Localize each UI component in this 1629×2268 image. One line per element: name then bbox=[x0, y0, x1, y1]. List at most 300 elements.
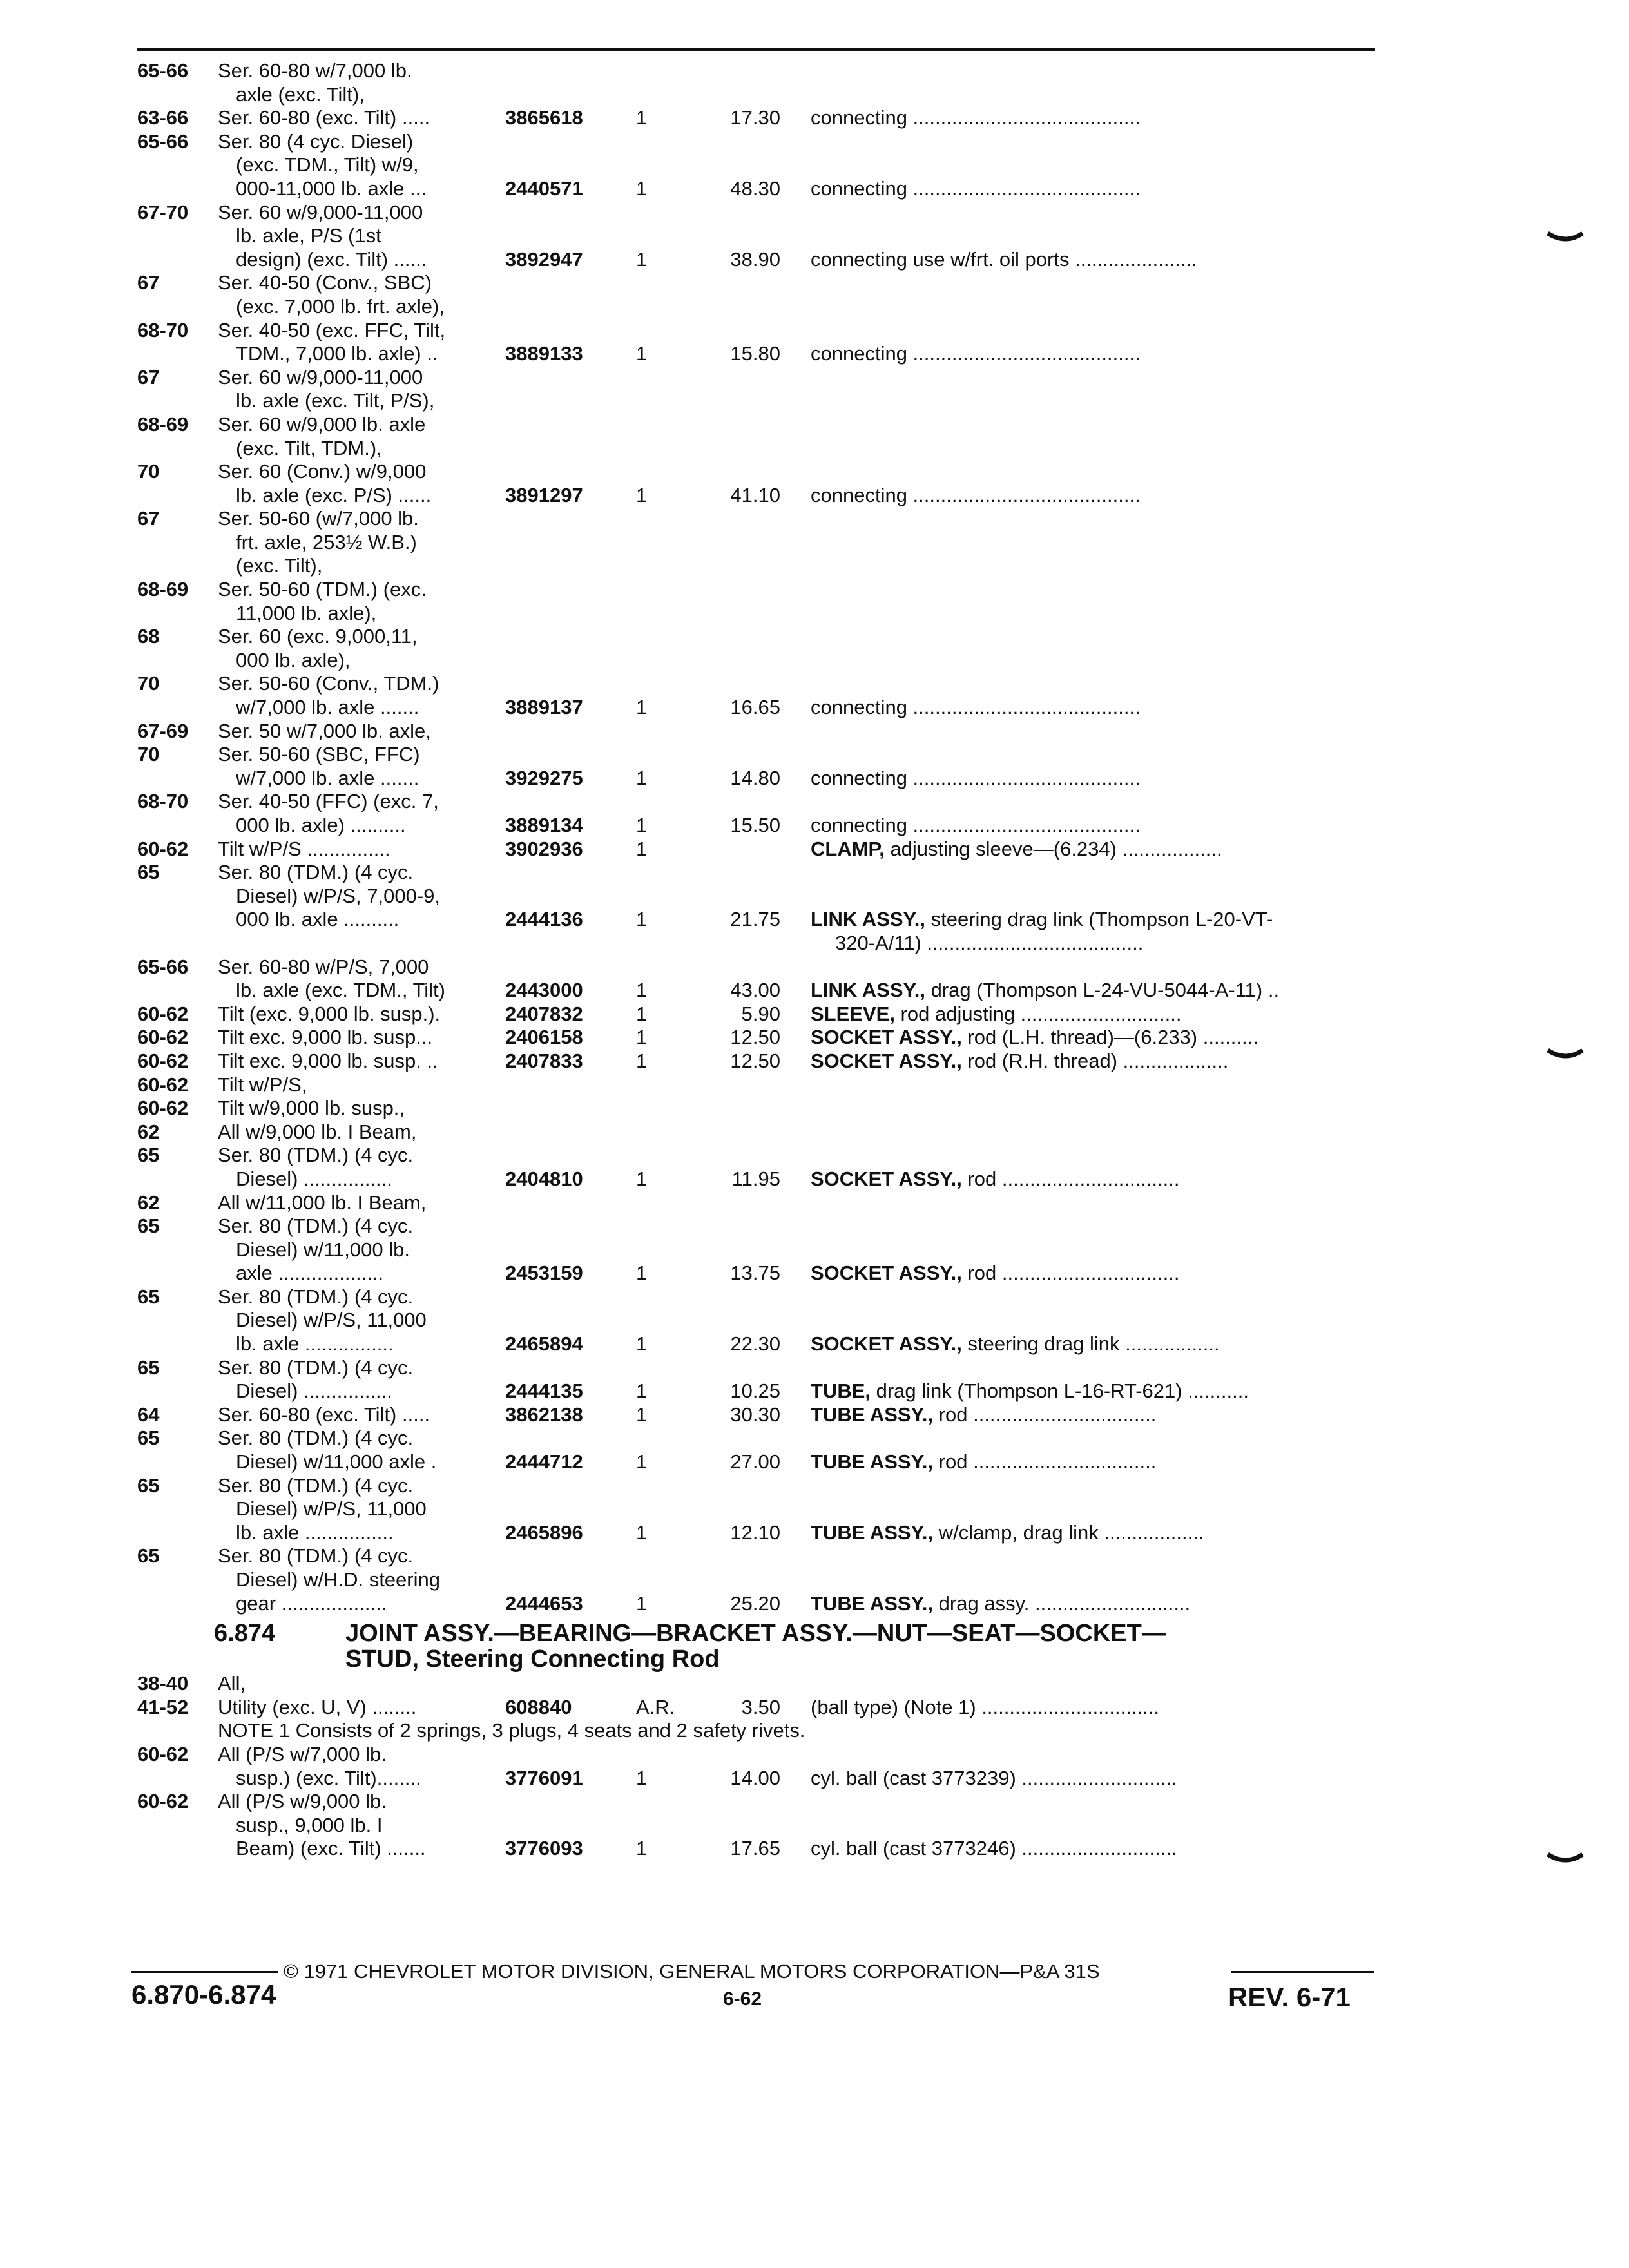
quantity: 1 bbox=[636, 1766, 648, 1789]
part-detail: drag link (Thompson L-16-RT-621) ........... bbox=[871, 1379, 1249, 1403]
part-description: connecting ......................................... bbox=[811, 766, 1141, 789]
part-name: TUBE ASSY., bbox=[811, 1450, 934, 1474]
table-row bbox=[0, 1592, 1629, 1616]
table-row bbox=[0, 838, 1629, 861]
model-application: Ser. 80 (TDM.) (4 cyc. bbox=[218, 1474, 414, 1497]
table-row bbox=[0, 248, 1629, 272]
model-application: Ser. 60 w/9,000 lb. axle bbox=[218, 412, 426, 436]
model-application: Diesel) w/H.D. steering bbox=[236, 1568, 440, 1591]
year-range: 65-66 bbox=[137, 130, 189, 153]
part-description bbox=[811, 979, 1279, 1003]
table-row bbox=[0, 437, 1629, 461]
part-number: 2443000 bbox=[505, 979, 583, 1002]
model-application: Ser. 60 (exc. 9,000,11, bbox=[218, 625, 418, 648]
year-range: 60-62 bbox=[137, 1049, 189, 1072]
part-description: connecting ......................................... bbox=[811, 342, 1141, 365]
table-row bbox=[0, 1026, 1629, 1050]
price: 43.00 bbox=[730, 979, 780, 1002]
table-row bbox=[0, 1497, 1629, 1521]
part-name: SOCKET ASSY., bbox=[811, 1026, 962, 1049]
price: 11.95 bbox=[731, 1167, 780, 1190]
model-application: Ser. 60-80 w/P/S, 7,000 bbox=[218, 955, 429, 978]
part-description: (ball type) (Note 1) ................................ bbox=[811, 1695, 1159, 1718]
model-application: TDM., 7,000 lb. axle) .. bbox=[236, 342, 438, 365]
model-application: Utility (exc. U, V) ........ bbox=[218, 1695, 417, 1718]
model-application: w/7,000 lb. axle ....... bbox=[236, 696, 419, 719]
quantity: 1 bbox=[636, 342, 648, 365]
model-application: Ser. 50 w/7,000 lb. axle, bbox=[218, 719, 431, 742]
part-detail: drag assy. ............................ bbox=[933, 1591, 1191, 1615]
table-row bbox=[0, 153, 1629, 177]
model-application: axle ................... bbox=[236, 1262, 384, 1285]
part-description: connecting ......................................... bbox=[811, 106, 1141, 130]
section-heading bbox=[0, 1620, 1629, 1646]
part-description bbox=[811, 1403, 1156, 1427]
year-range: 60-62 bbox=[137, 1742, 189, 1765]
model-application: Ser. 60 w/9,000-11,000 bbox=[218, 200, 423, 224]
table-row bbox=[0, 1837, 1629, 1861]
quantity: 1 bbox=[636, 1403, 648, 1426]
table-row bbox=[0, 1238, 1629, 1262]
model-application: 000 lb. axle), bbox=[236, 648, 351, 671]
model-application: Ser. 40-50 (Conv., SBC) bbox=[218, 271, 432, 294]
part-description bbox=[811, 1026, 1258, 1050]
year-range: 63-66 bbox=[137, 106, 189, 130]
price: 27.00 bbox=[730, 1450, 780, 1474]
price: 21.75 bbox=[730, 908, 780, 931]
part-number: 3889137 bbox=[505, 696, 583, 719]
year-range: 60-62 bbox=[137, 837, 189, 860]
table-row bbox=[0, 578, 1629, 602]
year-range: 68-70 bbox=[137, 790, 189, 813]
year-range: 65-66 bbox=[137, 59, 189, 82]
model-application: Ser. 50-60 (TDM.) (exc. bbox=[218, 578, 427, 601]
model-application: Ser. 80 (TDM.) (4 cyc. bbox=[218, 1356, 414, 1379]
part-detail: drag (Thompson L-24-VU-5044-A-11) .. bbox=[925, 979, 1280, 1002]
quantity: 1 bbox=[636, 1521, 648, 1544]
part-description: connecting use w/frt. oil ports ...................... bbox=[811, 247, 1197, 271]
part-number: 2444135 bbox=[505, 1379, 583, 1403]
table-row bbox=[0, 649, 1629, 673]
model-application: axle (exc. Tilt), bbox=[236, 82, 365, 106]
model-application: (exc. 7,000 lb. frt. axle), bbox=[236, 294, 445, 318]
model-application: Ser. 60-80 w/7,000 lb. bbox=[218, 59, 412, 82]
part-number: 3891297 bbox=[505, 483, 583, 506]
table-row bbox=[0, 1379, 1629, 1403]
model-application: 000-11,000 lb. axle ... bbox=[236, 177, 427, 200]
part-name: LINK ASSY., bbox=[811, 908, 925, 931]
price: 13.75 bbox=[730, 1262, 780, 1285]
price: 5.90 bbox=[741, 1002, 780, 1025]
model-application: 000 lb. axle .......... bbox=[236, 908, 400, 931]
quantity: 1 bbox=[636, 1049, 648, 1072]
model-application: Ser. 80 (TDM.) (4 cyc. bbox=[218, 861, 414, 884]
table-row bbox=[0, 224, 1629, 248]
year-range: 65 bbox=[137, 1474, 160, 1497]
table-row bbox=[0, 743, 1629, 767]
part-detail: rod ................................ bbox=[961, 1262, 1180, 1285]
year-range: 68-69 bbox=[137, 578, 189, 601]
quantity: 1 bbox=[636, 696, 648, 719]
part-number: 3889133 bbox=[505, 342, 583, 365]
quantity: 1 bbox=[636, 1002, 648, 1025]
table-row bbox=[0, 1168, 1629, 1191]
year-range: 62 bbox=[137, 1191, 160, 1214]
year-range: 65 bbox=[137, 1215, 160, 1238]
model-application: lb. axle (exc. Tilt, P/S), bbox=[236, 389, 435, 412]
model-application: Diesel) w/11,000 lb. bbox=[236, 1238, 410, 1261]
model-application: All w/11,000 lb. I Beam, bbox=[218, 1191, 427, 1214]
model-application: Diesel) ................ bbox=[236, 1379, 392, 1403]
quantity: 1 bbox=[636, 106, 648, 130]
model-application: Ser. 80 (TDM.) (4 cyc. bbox=[218, 1144, 414, 1167]
table-row bbox=[0, 672, 1629, 696]
model-application: All (P/S w/9,000 lb. bbox=[218, 1790, 387, 1813]
part-description: connecting ......................................... bbox=[811, 483, 1141, 506]
year-range: 60-62 bbox=[137, 1073, 189, 1096]
part-number: 3776093 bbox=[505, 1837, 583, 1860]
price: 15.50 bbox=[730, 814, 780, 836]
part-number: 2465896 bbox=[505, 1521, 583, 1544]
table-row bbox=[0, 1544, 1629, 1568]
model-application: 11,000 lb. axle), bbox=[236, 601, 377, 624]
model-application: All, bbox=[218, 1672, 246, 1695]
table-row bbox=[0, 342, 1629, 366]
part-number: 2407832 bbox=[505, 1002, 583, 1025]
model-application: lb. axle ................ bbox=[236, 1521, 394, 1544]
part-description bbox=[811, 1332, 1220, 1356]
price: 48.30 bbox=[730, 177, 780, 200]
quantity: 1 bbox=[636, 177, 648, 200]
model-application: Ser. 50-60 (SBC, FFC) bbox=[218, 743, 420, 766]
table-row bbox=[0, 59, 1629, 83]
part-description bbox=[811, 1003, 1181, 1026]
price: 10.25 bbox=[730, 1379, 780, 1403]
part-number: 3892947 bbox=[505, 247, 583, 271]
table-row bbox=[0, 1191, 1629, 1215]
table-row bbox=[0, 861, 1629, 885]
model-application: Ser. 60 (Conv.) w/9,000 bbox=[218, 460, 427, 483]
model-application: Ser. 50-60 (w/7,000 lb. bbox=[218, 507, 419, 530]
table-row bbox=[0, 1743, 1629, 1767]
model-application: lb. axle (exc. P/S) ...... bbox=[236, 483, 432, 506]
footer-page-number: 6-62 bbox=[723, 1988, 762, 2010]
part-description: cyl. ball (cast 3773246) ............................ bbox=[811, 1837, 1177, 1860]
part-description bbox=[811, 1450, 1156, 1474]
table-row bbox=[0, 507, 1629, 531]
table-row bbox=[0, 1356, 1629, 1380]
table-row bbox=[0, 1719, 1629, 1743]
year-range: 64 bbox=[137, 1403, 160, 1426]
table-row bbox=[0, 1120, 1629, 1144]
table-row bbox=[0, 767, 1629, 791]
table-row bbox=[0, 602, 1629, 626]
part-detail: steering drag link (Thompson L-20-VT- bbox=[925, 908, 1273, 931]
part-name: TUBE ASSY., bbox=[811, 1591, 934, 1615]
section-title-continued: STUD, Steering Connecting Rod bbox=[345, 1646, 720, 1673]
part-description: connecting ......................................... bbox=[811, 696, 1141, 719]
quantity: 1 bbox=[636, 1332, 648, 1356]
year-range: 60-62 bbox=[137, 1097, 189, 1120]
model-application: Tilt w/9,000 lb. susp., bbox=[218, 1097, 405, 1120]
table-row bbox=[0, 1474, 1629, 1498]
quantity: 1 bbox=[636, 1262, 648, 1285]
part-detail: rod ................................ bbox=[961, 1167, 1180, 1190]
part-detail: rod (L.H. thread)—(6.233) .......... bbox=[961, 1026, 1258, 1049]
model-application: Ser. 80 (TDM.) (4 cyc. bbox=[218, 1427, 414, 1450]
table-row bbox=[0, 625, 1629, 649]
model-application: frt. axle, 253½ W.B.) bbox=[236, 530, 417, 553]
model-application: Ser. 40-50 (FFC) (exc. 7, bbox=[218, 790, 439, 813]
part-name: CLAMP, bbox=[811, 837, 885, 860]
table-row bbox=[0, 1767, 1629, 1791]
table-row bbox=[0, 1073, 1629, 1097]
part-detail: steering drag link ................. bbox=[961, 1332, 1220, 1356]
part-description bbox=[811, 1050, 1228, 1073]
quantity: 1 bbox=[636, 837, 648, 860]
part-number: 2444653 bbox=[505, 1591, 583, 1615]
top-rule bbox=[137, 48, 1375, 51]
table-row bbox=[0, 1215, 1629, 1238]
part-detail: adjusting sleeve—(6.234) .................. bbox=[884, 837, 1222, 860]
part-description: 320-A/11) ....................................... bbox=[835, 931, 1144, 954]
model-application: Diesel) w/P/S, 11,000 bbox=[236, 1309, 427, 1332]
table-row bbox=[0, 1003, 1629, 1026]
part-detail: rod (R.H. thread) ................... bbox=[961, 1049, 1229, 1072]
table-row bbox=[0, 271, 1629, 295]
quantity: 1 bbox=[636, 1026, 648, 1049]
part-number: 2440571 bbox=[505, 177, 583, 200]
part-name: TUBE, bbox=[811, 1379, 871, 1403]
section-number: 6.874 bbox=[214, 1620, 276, 1648]
model-application: Tilt w/P/S, bbox=[218, 1073, 307, 1096]
part-description bbox=[811, 1592, 1190, 1616]
table-row bbox=[0, 1521, 1629, 1545]
table-row bbox=[0, 979, 1629, 1003]
price: 12.50 bbox=[730, 1049, 780, 1072]
part-detail: rod ................................. bbox=[933, 1403, 1157, 1426]
table-row bbox=[0, 201, 1629, 225]
year-range: 62 bbox=[137, 1120, 160, 1143]
quantity: 1 bbox=[636, 1591, 648, 1615]
quantity: 1 bbox=[636, 1379, 648, 1403]
model-application: susp.) (exc. Tilt)........ bbox=[236, 1766, 421, 1789]
model-application: (exc. Tilt), bbox=[236, 554, 323, 577]
table-row bbox=[0, 130, 1629, 154]
model-application: Ser. 60-80 (exc. Tilt) ..... bbox=[218, 106, 430, 130]
table-row bbox=[0, 1672, 1629, 1696]
table-row bbox=[0, 460, 1629, 484]
quantity: 1 bbox=[636, 908, 648, 931]
part-name: SOCKET ASSY., bbox=[811, 1332, 962, 1356]
year-range: 41-52 bbox=[137, 1695, 189, 1718]
table-row bbox=[0, 1050, 1629, 1073]
year-range: 65 bbox=[137, 1356, 160, 1379]
model-application: Ser. 50-60 (Conv., TDM.) bbox=[218, 672, 439, 695]
table-row bbox=[0, 790, 1629, 814]
table-row bbox=[0, 932, 1629, 956]
model-application: (exc. TDM., Tilt) w/9, bbox=[236, 153, 419, 177]
year-range: 65 bbox=[137, 1427, 160, 1450]
part-number: 3889134 bbox=[505, 814, 583, 836]
price: 41.10 bbox=[730, 483, 780, 506]
part-number: 3776091 bbox=[505, 1766, 583, 1789]
model-application: Ser. 80 (TDM.) (4 cyc. bbox=[218, 1215, 414, 1238]
part-number: 3929275 bbox=[505, 766, 583, 789]
binder-mark-2 bbox=[1547, 1048, 1584, 1062]
year-range: 38-40 bbox=[137, 1672, 189, 1695]
price: 12.10 bbox=[730, 1521, 780, 1544]
part-number: 2444136 bbox=[505, 908, 583, 931]
quantity: 1 bbox=[636, 1450, 648, 1474]
table-row bbox=[0, 413, 1629, 437]
part-number: 2404810 bbox=[505, 1167, 583, 1190]
model-application: NOTE 1 Consists of 2 springs, 3 plugs, 4 seats and 2 safety rivets. bbox=[218, 1719, 805, 1742]
part-number: 608840 bbox=[505, 1695, 572, 1718]
part-detail: rod ................................. bbox=[933, 1450, 1157, 1474]
table-row bbox=[0, 1568, 1629, 1592]
year-range: 70 bbox=[137, 460, 160, 483]
price: 17.30 bbox=[730, 106, 780, 130]
model-application: susp., 9,000 lb. I bbox=[236, 1813, 383, 1836]
part-description: cyl. ball (cast 3773239) ............................ bbox=[811, 1766, 1177, 1789]
quantity: 1 bbox=[636, 1837, 648, 1860]
section-heading-line2 bbox=[0, 1646, 1629, 1672]
price: 3.50 bbox=[741, 1695, 780, 1718]
part-number: 2453159 bbox=[505, 1262, 583, 1285]
year-range: 68 bbox=[137, 625, 160, 648]
model-application: Ser. 80 (TDM.) (4 cyc. bbox=[218, 1285, 414, 1308]
part-number: 3862138 bbox=[505, 1403, 583, 1426]
model-application: Tilt (exc. 9,000 lb. susp.). bbox=[218, 1002, 441, 1025]
price: 14.00 bbox=[730, 1766, 780, 1789]
part-name: SLEEVE, bbox=[811, 1002, 895, 1025]
quantity: 1 bbox=[636, 247, 648, 271]
price: 15.80 bbox=[730, 342, 780, 365]
table-row bbox=[0, 1696, 1629, 1720]
table-row bbox=[0, 720, 1629, 744]
year-range: 67 bbox=[137, 271, 160, 294]
model-application: gear ................... bbox=[236, 1591, 387, 1615]
year-range: 67-69 bbox=[137, 719, 189, 742]
table-row bbox=[0, 814, 1629, 838]
part-detail: w/clamp, drag link .................. bbox=[933, 1521, 1204, 1544]
year-range: 67 bbox=[137, 365, 160, 389]
table-row bbox=[0, 1285, 1629, 1309]
footer-copyright: © 1971 CHEVROLET MOTOR DIVISION, GENERAL MOTORS CORPORATION—P&A 31S bbox=[284, 1960, 1100, 1983]
price: 25.20 bbox=[730, 1591, 780, 1615]
model-application: Tilt w/P/S ............... bbox=[218, 837, 390, 860]
part-name: LINK ASSY., bbox=[811, 979, 925, 1002]
table-row bbox=[0, 1097, 1629, 1120]
part-description bbox=[811, 1168, 1180, 1191]
quantity: 1 bbox=[636, 766, 648, 789]
model-application: design) (exc. Tilt) ...... bbox=[236, 247, 427, 271]
year-range: 65 bbox=[137, 1544, 160, 1568]
part-name: SOCKET ASSY., bbox=[811, 1262, 962, 1285]
table-row bbox=[0, 1262, 1629, 1285]
price: 38.90 bbox=[730, 247, 780, 271]
model-application: lb. axle (exc. TDM., Tilt) bbox=[236, 979, 445, 1002]
quantity: 1 bbox=[636, 1167, 648, 1190]
table-row bbox=[0, 177, 1629, 201]
part-description: connecting ......................................... bbox=[811, 814, 1141, 836]
part-number: 2444712 bbox=[505, 1450, 583, 1474]
binder-mark-1 bbox=[1547, 231, 1584, 245]
table-row bbox=[0, 554, 1629, 578]
table-row bbox=[0, 295, 1629, 319]
part-number: 2465894 bbox=[505, 1332, 583, 1356]
part-name: TUBE ASSY., bbox=[811, 1521, 934, 1544]
parts-table bbox=[0, 59, 1629, 1861]
model-application: Diesel) w/11,000 axle . bbox=[236, 1450, 437, 1474]
model-application: Diesel) w/P/S, 11,000 bbox=[236, 1497, 427, 1521]
year-range: 60-62 bbox=[137, 1026, 189, 1049]
quantity: A.R. bbox=[636, 1695, 675, 1718]
model-application: lb. axle, P/S (1st bbox=[236, 224, 381, 247]
model-application: Ser. 60 w/9,000-11,000 bbox=[218, 365, 423, 389]
model-application: All w/9,000 lb. I Beam, bbox=[218, 1120, 417, 1143]
year-range: 67 bbox=[137, 507, 160, 530]
price: 14.80 bbox=[730, 766, 780, 789]
table-row bbox=[0, 696, 1629, 720]
quantity: 1 bbox=[636, 814, 648, 836]
quantity: 1 bbox=[636, 979, 648, 1002]
part-number: 3865618 bbox=[505, 106, 583, 130]
part-number: 3902936 bbox=[505, 837, 583, 860]
year-range: 67-70 bbox=[137, 200, 189, 224]
section-title: JOINT ASSY.—BEARING—BRACKET ASSY.—NUT—SEAT—SOCKET— bbox=[345, 1620, 1166, 1648]
table-row bbox=[0, 319, 1629, 343]
price: 16.65 bbox=[730, 696, 780, 719]
year-range: 65 bbox=[137, 861, 160, 884]
part-name: TUBE ASSY., bbox=[811, 1403, 934, 1426]
part-number: 2407833 bbox=[505, 1049, 583, 1072]
quantity: 1 bbox=[636, 483, 648, 506]
table-row bbox=[0, 1309, 1629, 1332]
model-application: Tilt exc. 9,000 lb. susp. .. bbox=[218, 1049, 438, 1072]
year-range: 65-66 bbox=[137, 955, 189, 978]
year-range: 70 bbox=[137, 672, 160, 695]
part-description bbox=[811, 1379, 1249, 1403]
model-application: Ser. 80 (4 cyc. Diesel) bbox=[218, 130, 414, 153]
table-row bbox=[0, 531, 1629, 555]
part-description bbox=[811, 838, 1222, 861]
year-range: 60-62 bbox=[137, 1790, 189, 1813]
model-application: Ser. 40-50 (exc. FFC, Tilt, bbox=[218, 318, 446, 341]
footer-section-range: 6.870-6.874 bbox=[131, 1979, 276, 2010]
model-application: Ser. 60-80 (exc. Tilt) ..... bbox=[218, 1403, 430, 1426]
table-row bbox=[0, 956, 1629, 979]
model-application: Ser. 80 (TDM.) (4 cyc. bbox=[218, 1544, 414, 1568]
year-range: 65 bbox=[137, 1285, 160, 1308]
part-description bbox=[811, 1262, 1180, 1285]
table-row bbox=[0, 1403, 1629, 1427]
table-row bbox=[0, 484, 1629, 508]
table-row bbox=[0, 366, 1629, 390]
price: 30.30 bbox=[730, 1403, 780, 1426]
table-row bbox=[0, 83, 1629, 107]
model-application: lb. axle ................ bbox=[236, 1332, 394, 1356]
model-application: Beam) (exc. Tilt) ....... bbox=[236, 1837, 426, 1860]
model-application: Tilt exc. 9,000 lb. susp... bbox=[218, 1026, 433, 1049]
table-row bbox=[0, 1450, 1629, 1474]
part-detail: rod adjusting ............................. bbox=[894, 1002, 1182, 1025]
model-application: All (P/S w/7,000 lb. bbox=[218, 1742, 387, 1765]
price: 17.65 bbox=[730, 1837, 780, 1860]
model-application: (exc. Tilt, TDM.), bbox=[236, 436, 382, 459]
price: 22.30 bbox=[730, 1332, 780, 1356]
